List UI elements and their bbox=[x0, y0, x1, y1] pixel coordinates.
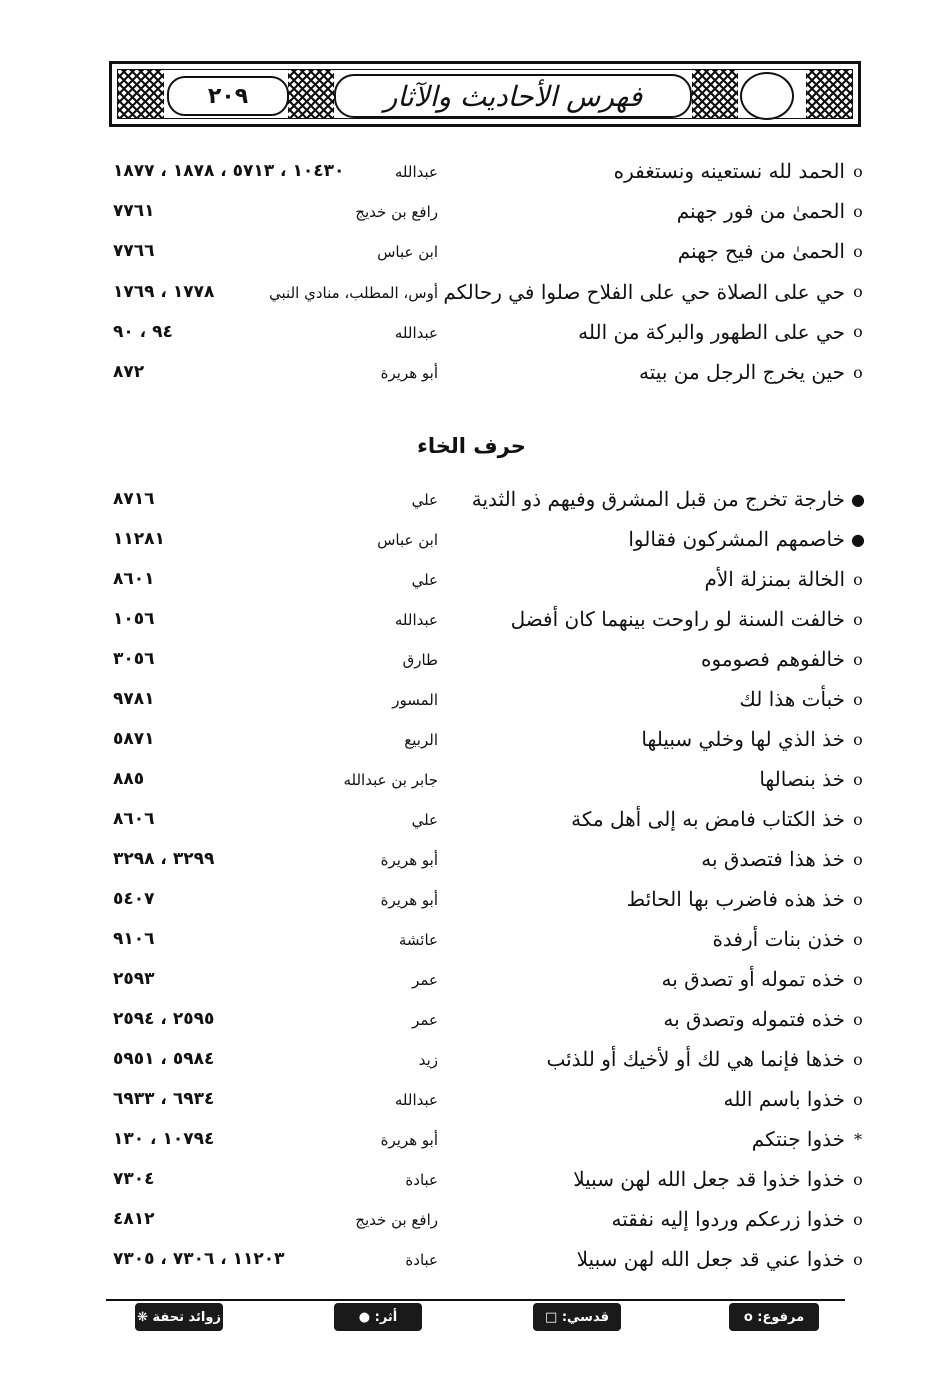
entry-hadith-text bbox=[704, 567, 865, 591]
index-entry bbox=[0, 159, 943, 199]
entry-text: خذوا جنتكم bbox=[751, 1127, 845, 1151]
entry-text: خذه فتموله وتصدق به bbox=[663, 1007, 845, 1031]
entry-narrator: علي bbox=[411, 811, 438, 829]
entry-narrator: أبو هريرة bbox=[380, 1131, 438, 1149]
entry-numbers: ١١٢٠٣ ، ٧٣٠٦ ، ٧٣٠٥ bbox=[113, 1249, 285, 1269]
entry-text: خاصمهم المشركون فقالوا bbox=[628, 527, 845, 551]
entry-hadith-text bbox=[578, 320, 865, 344]
entry-type-mark: o bbox=[853, 1249, 863, 1269]
entry-numbers: ٨٦٠٦ bbox=[113, 809, 155, 829]
entry-hadith-text bbox=[546, 1047, 865, 1071]
entry-narrator: عائشة bbox=[398, 931, 438, 949]
legend-marfu: مرفوع: o bbox=[729, 1303, 819, 1331]
index-entry bbox=[0, 527, 943, 567]
entry-hadith-text bbox=[712, 927, 865, 951]
entry-hadith-text bbox=[677, 199, 865, 223]
entry-text: خذن بنات أرفدة bbox=[712, 927, 845, 951]
index-entry bbox=[0, 887, 943, 927]
entry-narrator: عبادة bbox=[405, 1251, 438, 1269]
entry-hadith-text bbox=[678, 239, 865, 263]
entry-type-mark: o bbox=[853, 1089, 863, 1109]
entry-hadith-text bbox=[614, 159, 865, 183]
entry-narrator: طارق bbox=[402, 651, 438, 669]
index-entry bbox=[0, 767, 943, 807]
page-title: فهرس الأحاديث والآثار bbox=[334, 74, 692, 118]
index-entry bbox=[0, 360, 943, 400]
entry-text: حي على الصلاة حي على الفلاح صلوا في رحالكم bbox=[443, 279, 845, 304]
ornament-mid-left bbox=[288, 70, 334, 118]
entry-hadith-text bbox=[472, 487, 865, 511]
ornament-right bbox=[806, 70, 852, 118]
entry-hadith-text bbox=[443, 280, 865, 304]
entry-hadith-text bbox=[663, 1007, 865, 1031]
index-entry bbox=[0, 1167, 943, 1207]
entry-hadith-text bbox=[739, 687, 865, 711]
entry-narrator: ابن عباس bbox=[377, 531, 438, 549]
index-entry bbox=[0, 1047, 943, 1087]
entry-hadith-text bbox=[752, 1127, 865, 1151]
index-entry bbox=[0, 487, 943, 527]
ornament-mid-right bbox=[692, 70, 738, 118]
index-entry bbox=[0, 647, 943, 687]
entry-numbers: ٦٩٣٤ ، ٦٩٣٣ bbox=[113, 1089, 215, 1109]
entry-text: خذ الذي لها وخلي سبيلها bbox=[641, 727, 845, 751]
entry-text: الخالة بمنزلة الأم bbox=[704, 567, 845, 591]
entry-numbers: ١١٢٨١ bbox=[113, 529, 165, 549]
index-entry bbox=[0, 847, 943, 887]
entry-numbers: ٤٨١٢ bbox=[113, 1209, 155, 1229]
entry-narrator: عبدالله bbox=[394, 323, 438, 342]
entry-narrator: ابن عباس bbox=[377, 243, 438, 262]
entry-numbers: ٢٥٩٥ ، ٢٥٩٤ bbox=[113, 1009, 215, 1029]
entry-type-mark: ● bbox=[851, 489, 865, 509]
entry-narrator: المسور bbox=[392, 691, 438, 709]
entry-numbers: ٩٧٨١ bbox=[113, 689, 155, 709]
entry-narrator: عمر bbox=[412, 1011, 438, 1029]
entry-numbers: ٩١٠٦ bbox=[113, 929, 155, 949]
footer-divider bbox=[106, 1299, 845, 1301]
entry-type-mark: o bbox=[853, 729, 863, 749]
entry-hadith-text bbox=[723, 1087, 865, 1111]
index-entry bbox=[0, 1127, 943, 1167]
entry-type-mark: o bbox=[853, 569, 863, 589]
entry-narrator: أوس، المطلب، منادي النبي bbox=[269, 283, 438, 302]
entry-text: خذوا زرعكم وردوا إليه نفقته bbox=[611, 1207, 845, 1231]
entry-hadith-text bbox=[662, 967, 865, 991]
entry-type-mark: o bbox=[853, 1049, 863, 1069]
entry-text: خبأت هذا لك bbox=[739, 687, 845, 711]
index-entry bbox=[0, 280, 943, 320]
index-entry bbox=[0, 1207, 943, 1247]
index-entry bbox=[0, 567, 943, 607]
entry-text: الحمىٰ من فيح جهنم bbox=[677, 239, 845, 264]
legend-athar: أثر: ● bbox=[334, 1303, 422, 1331]
entry-text: خالفوهم فصوموه bbox=[701, 647, 845, 671]
index-entry bbox=[0, 199, 943, 239]
index-entry bbox=[0, 807, 943, 847]
entry-text: حين يخرج الرجل من بيته bbox=[639, 360, 845, 384]
entry-type-mark: o bbox=[853, 161, 863, 181]
entry-numbers: ٥٤٠٧ bbox=[113, 889, 155, 909]
ornament-left bbox=[118, 70, 164, 118]
entry-type-mark: o bbox=[853, 689, 863, 709]
entry-type-mark: o bbox=[853, 201, 863, 221]
entry-narrator: جابر بن عبدالله bbox=[343, 771, 438, 789]
entry-text: خذ هذه فاضرب بها الحائط bbox=[626, 887, 845, 911]
index-entry bbox=[0, 1007, 943, 1047]
section-title: حرف الخاء bbox=[417, 434, 526, 458]
entry-numbers: ٢٥٩٣ bbox=[113, 969, 155, 989]
entry-numbers: ١٠٧٩٤ ، ١٣٠ bbox=[113, 1129, 215, 1149]
entry-type-mark: o bbox=[853, 1009, 863, 1029]
entry-type-mark: o bbox=[853, 241, 863, 261]
entry-text: خذوا باسم الله bbox=[723, 1087, 845, 1111]
entry-text: خذها فإنما هي لك أو لأخيك أو للذئب bbox=[546, 1047, 845, 1071]
entry-narrator: عمر bbox=[412, 971, 438, 989]
entry-hadith-text bbox=[628, 527, 865, 551]
entry-text: حي على الطهور والبركة من الله bbox=[578, 319, 845, 344]
index-entry bbox=[0, 727, 943, 767]
index-entry bbox=[0, 239, 943, 279]
entry-type-mark: o bbox=[853, 282, 863, 302]
entry-text: خالفت السنة لو راوحت بينهما كان أفضل bbox=[510, 607, 845, 631]
entry-text: خذوا عني قد جعل الله لهن سبيلا bbox=[576, 1247, 845, 1271]
entry-text: خذه تموله أو تصدق به bbox=[661, 967, 845, 991]
legend-zawaid: زوائد تحفة ❋ bbox=[135, 1303, 223, 1331]
entry-text: خذ بنصالها bbox=[759, 767, 845, 791]
index-entry bbox=[0, 1087, 943, 1127]
entry-type-mark: o bbox=[853, 929, 863, 949]
entry-narrator: رافع بن خديج bbox=[355, 1211, 438, 1229]
entry-hadith-text bbox=[627, 887, 865, 911]
entry-type-mark: o bbox=[853, 969, 863, 989]
entry-hadith-text bbox=[577, 1247, 865, 1271]
entry-type-mark: o bbox=[853, 889, 863, 909]
entry-type-mark: o bbox=[853, 649, 863, 669]
entry-narrator: الربيع bbox=[404, 731, 438, 749]
entry-narrator: رافع بن خديج bbox=[355, 203, 438, 222]
entry-type-mark: o bbox=[853, 322, 863, 342]
entry-type-mark: o bbox=[853, 362, 863, 382]
entry-narrator: أبو هريرة bbox=[380, 364, 438, 382]
entry-narrator: عبدالله bbox=[394, 163, 438, 181]
entry-text: الحمد لله نستعينه ونستغفره bbox=[613, 159, 845, 183]
entry-hadith-text bbox=[571, 807, 865, 831]
entry-hadith-text bbox=[701, 647, 865, 671]
entry-type-mark: o bbox=[853, 1169, 863, 1189]
entry-text: الحمىٰ من فور جهنم bbox=[676, 199, 845, 224]
entry-type-mark: o bbox=[853, 609, 863, 629]
index-entry bbox=[0, 687, 943, 727]
page-header bbox=[109, 61, 861, 127]
entry-numbers: ٨٧٢ bbox=[113, 362, 145, 382]
entry-type-mark: * bbox=[854, 1129, 862, 1149]
index-entry bbox=[0, 607, 943, 647]
entry-hadith-text bbox=[639, 360, 865, 384]
entry-hadith-text bbox=[511, 607, 865, 631]
book-seal bbox=[740, 72, 794, 120]
entry-numbers: ١٧٧٨ ، ١٧٦٩ bbox=[113, 281, 215, 302]
entry-numbers: ٨٦٠١ bbox=[113, 569, 155, 589]
entry-numbers: ٣٢٩٩ ، ٣٢٩٨ bbox=[113, 849, 215, 869]
entry-narrator: عبدالله bbox=[394, 611, 438, 629]
entry-type-mark: o bbox=[853, 1209, 863, 1229]
index-entry bbox=[0, 1247, 943, 1287]
entry-numbers: ٩٤ ، ٩٠ bbox=[113, 321, 173, 342]
entry-narrator: أبو هريرة bbox=[380, 891, 438, 909]
index-entry bbox=[0, 927, 943, 967]
index-entry bbox=[0, 967, 943, 1007]
entry-narrator: علي bbox=[411, 491, 438, 509]
entry-text: خذوا خذوا قد جعل الله لهن سبيلا bbox=[573, 1167, 845, 1191]
entry-numbers: ٥٨٧١ bbox=[113, 729, 155, 749]
entry-hadith-text bbox=[759, 767, 865, 791]
entry-hadith-text bbox=[573, 1167, 865, 1191]
entry-numbers: ٨٧١٦ bbox=[113, 489, 155, 509]
entry-type-mark: o bbox=[853, 849, 863, 869]
entry-type-mark: o bbox=[853, 769, 863, 789]
entry-narrator: علي bbox=[411, 571, 438, 589]
entry-type-mark: ● bbox=[851, 529, 865, 549]
entry-text: خارجة تخرج من قبل المشرق وفيهم ذو الثدية bbox=[471, 487, 845, 511]
entry-numbers: ٨٨٥ bbox=[113, 769, 145, 789]
entry-hadith-text bbox=[701, 847, 865, 871]
entry-narrator: عبادة bbox=[405, 1171, 438, 1189]
entry-numbers: ٣٠٥٦ bbox=[113, 649, 155, 669]
entry-numbers: ٧٣٠٤ bbox=[113, 1169, 155, 1189]
entry-numbers: ٧٧٦١ bbox=[113, 201, 155, 222]
entry-numbers: ٧٧٦٦ bbox=[113, 241, 155, 262]
entry-hadith-text bbox=[641, 727, 865, 751]
entry-numbers: ١٠٥٦ bbox=[113, 609, 155, 629]
index-entry bbox=[0, 320, 943, 360]
entry-type-mark: o bbox=[853, 809, 863, 829]
entry-numbers: ٥٩٨٤ ، ٥٩٥١ bbox=[113, 1049, 215, 1069]
entry-hadith-text bbox=[611, 1207, 865, 1231]
entry-text: خذ الكتاب فامض به إلى أهل مكة bbox=[571, 807, 845, 831]
page-number: ٢٠٩ bbox=[167, 76, 289, 116]
entry-numbers: ١٠٤٣٠ ، ٥٧١٣ ، ١٨٧٨ ، ١٨٧٧ bbox=[113, 161, 345, 181]
entry-narrator: أبو هريرة bbox=[380, 851, 438, 869]
entry-text: خذ هذا فتصدق به bbox=[701, 847, 845, 871]
entry-narrator: زيد bbox=[418, 1051, 438, 1069]
legend-qudsi: قدسي: □ bbox=[533, 1303, 621, 1331]
entry-narrator: عبدالله bbox=[394, 1091, 438, 1109]
